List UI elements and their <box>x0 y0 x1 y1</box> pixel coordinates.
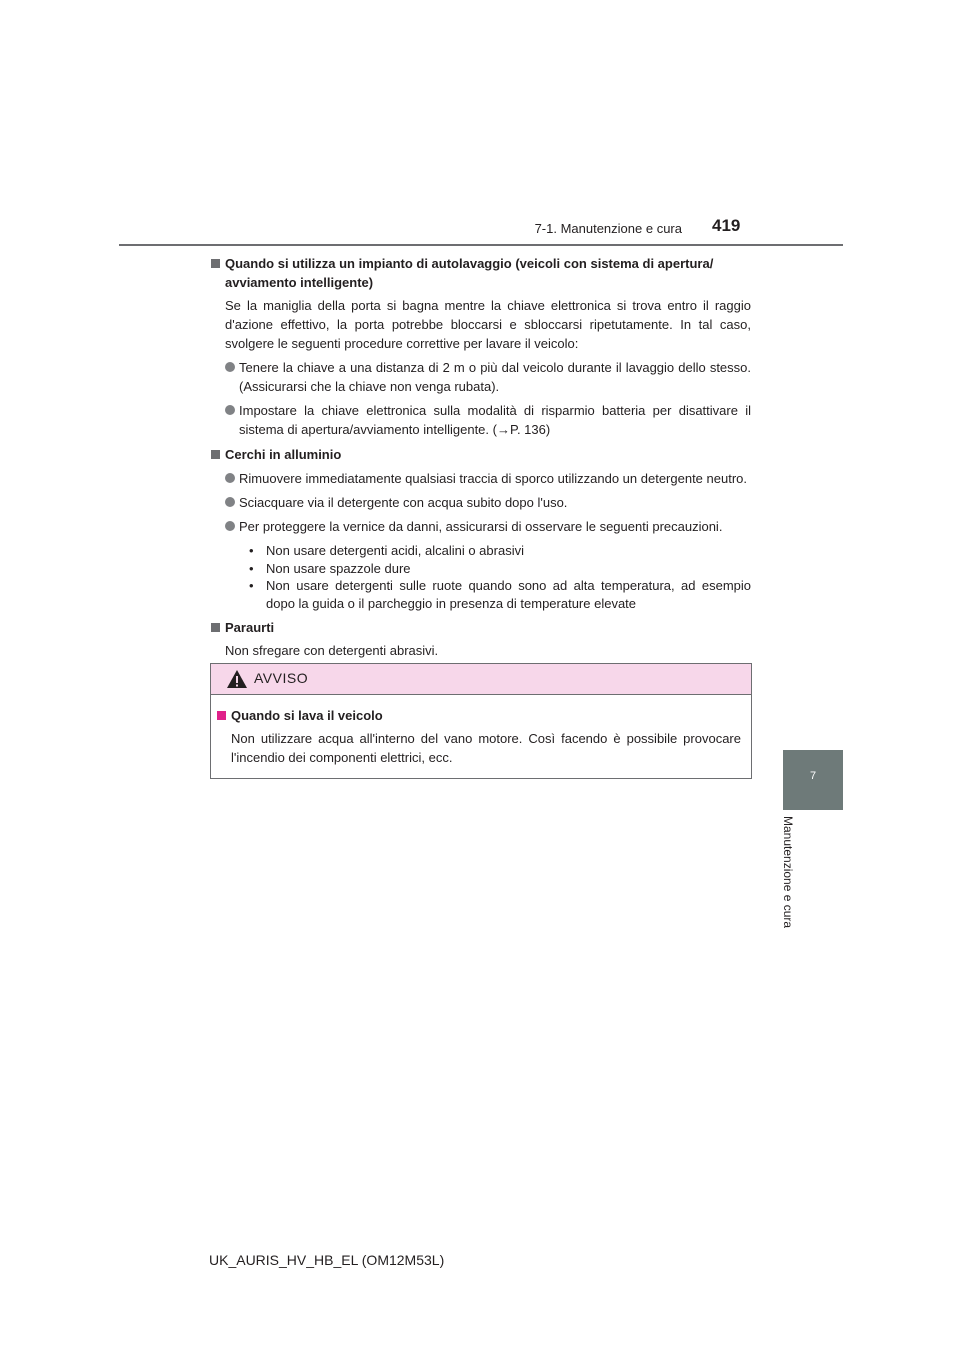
list-item: Rimuovere immediatamente qualsiasi traccia di sporco utilizzando un detergente neutro. <box>225 469 751 488</box>
chapter-label: Manutenzione e cura <box>781 816 795 929</box>
sub-list-item: • Non usare detergenti sulle ruote quando sono ad alta temperatura, ad esempio dopo la guida o il parcheggio in presenza di temperature elevate <box>249 578 751 611</box>
sub-list-item: • Non usare detergenti acidi, alcalini o abrasivi <box>249 543 524 558</box>
round-bullet-icon <box>225 521 235 531</box>
section-paragraph: Non sfregare con detergenti abrasivi. <box>225 643 439 658</box>
page-content <box>211 254 751 660</box>
warning-title: AVVISO <box>254 670 309 686</box>
round-bullet-icon <box>225 405 235 415</box>
sub-list-item: • Non usare spazzole dure <box>249 560 411 576</box>
list-item: Impostare la chiave elettronica sulla modalità di risparmio batteria per disattivare il sistema di apertura/avviamento intelligente. (→P. 136) <box>225 401 751 439</box>
square-bullet-icon <box>211 450 220 459</box>
footer-code: UK_AURIS_HV_HB_EL (OM12M53L) <box>209 1252 445 1268</box>
round-bullet-icon <box>225 362 235 372</box>
chapter-tab <box>783 750 843 810</box>
chapter-side-label <box>768 816 822 946</box>
page-number: 419 <box>712 216 741 235</box>
chapter-number: 7 <box>809 770 817 782</box>
warning-header <box>211 664 751 695</box>
section-heading: Paraurti <box>211 618 751 637</box>
warning-text: Non utilizzare acqua all'interno del vano motore. Così facendo è possibile provocare l'incendio dei componenti elettrici, ecc. <box>231 731 741 765</box>
sub-list <box>211 542 751 612</box>
warning-heading: Quando si lava il veicolo <box>217 706 741 725</box>
warning-box <box>210 663 752 779</box>
square-bullet-icon <box>217 711 226 720</box>
section-title: 7-1. Manutenzione e cura <box>534 221 682 236</box>
warning-body <box>217 706 741 767</box>
page-header <box>0 0 960 250</box>
list-item: Per proteggere la vernice da danni, assicurarsi di osservare le seguenti precauzioni. <box>225 517 751 536</box>
section-heading: Cerchi in alluminio <box>211 445 751 464</box>
round-bullet-icon <box>225 497 235 507</box>
list-item: Sciacquare via il detergente con acqua subito dopo l'uso. <box>225 493 751 512</box>
round-bullet-icon <box>225 473 235 483</box>
square-bullet-icon <box>211 259 220 268</box>
square-bullet-icon <box>211 623 220 632</box>
warning-triangle-icon <box>226 669 248 689</box>
header-rule <box>119 244 843 246</box>
section-heading: Quando si utilizza un impianto di autolavaggio (veicoli con sistema di apertura/ avviamento intelligente) <box>211 254 751 292</box>
list-item: Tenere la chiave a una distanza di 2 m o più dal veicolo durante il lavaggio dello stesso. (Assicurarsi che la chiave non venga rubata). <box>225 358 751 396</box>
section-paragraph: Se la maniglia della porta si bagna mentre la chiave elettronica si trova entro il raggio d'azione effettivo, la porta potrebbe bloccarsi e sbloccarsi ripetutamente. In tal caso, svolgere le seguenti procedure correttive per lavare il veicolo: <box>225 298 751 351</box>
